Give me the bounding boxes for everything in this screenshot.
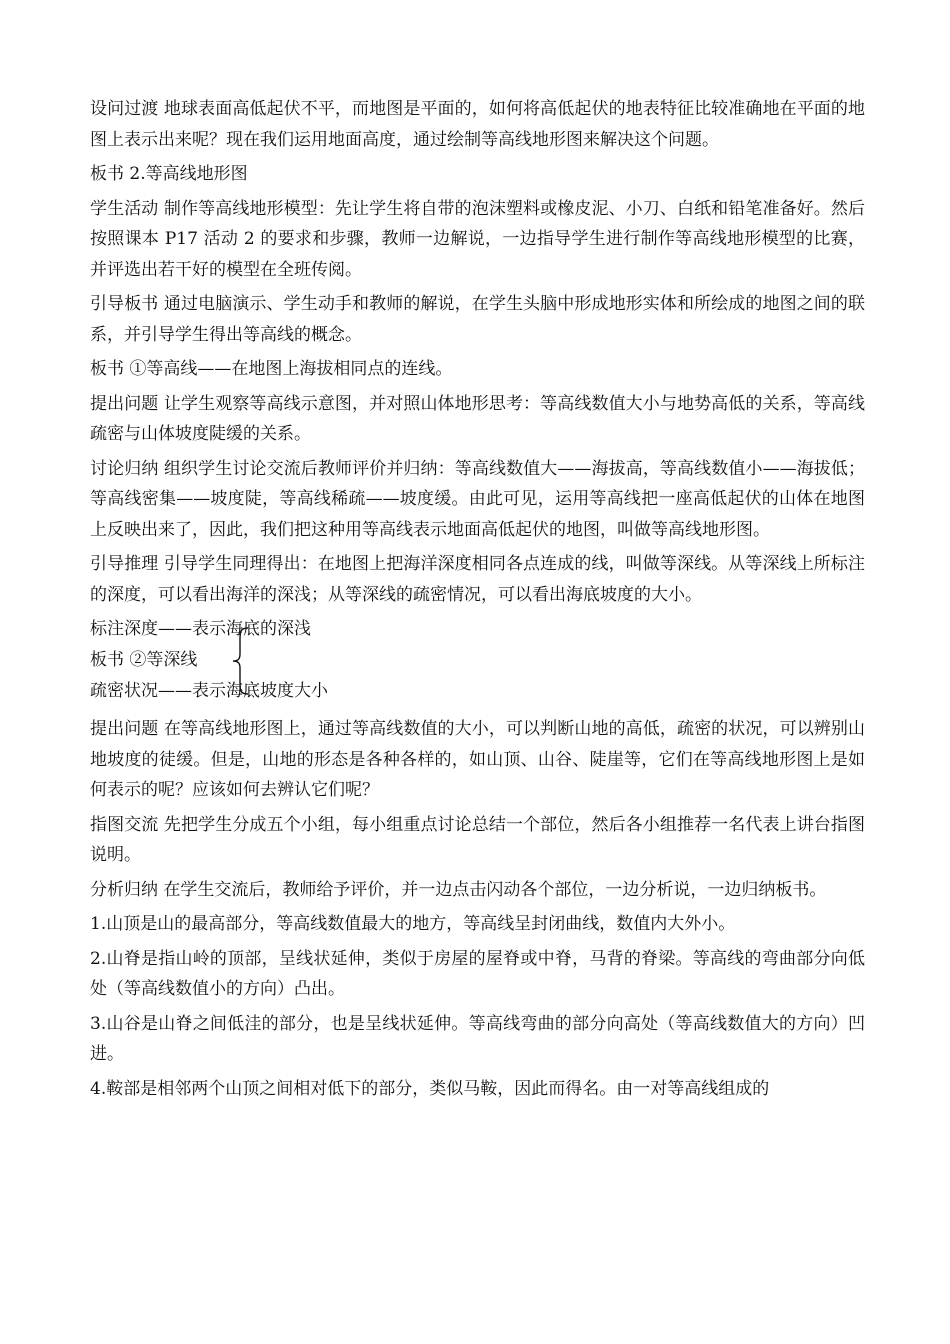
isobath-brace-block [90,614,865,710]
paragraph-discussion-summary: 讨论归纳 组织学生讨论交流后教师评价并归纳：等高线数值大——海拔高，等高线数值小——海拔低；等高线密集——坡度陡，等高线稀疏——坡度缓。由此可见，运用等高线把一座高低起伏的山体在地图上反映出来了，因此，我们把这种用等高线表示地面高低起伏的地图，叫做等高线地形图。 [90,458,865,540]
list-item-summit: 1.山顶是山的最高部分，等高线数值最大的地方，等高线呈封闭曲线，数值内大外小。 [90,914,736,934]
paragraph-raise-question-landforms: 提出问题 在等高线地形图上，通过等高线数值的大小，可以判断山地的高低，疏密的状况，可以辨别山地坡度的徒缓。但是，山地的形态是各种各样的，如山顶、山谷、陡崖等，它们在等高线地形图上是如何表示的呢？应该如何去辨认它们呢？ [90,719,865,800]
paragraph-guided-board: 引导板书 通过电脑演示、学生动手和教师的解说，在学生头脑中形成地形实体和所绘成的地图之间的联系，并引导学生得出等高线的概念。 [90,294,865,345]
brace-top-line: 标注深度——表示海底的深浅 [90,619,311,639]
paragraph-guided-reasoning: 引导推理 引导学生同理得出：在地图上把海洋深度相同各点连成的线，叫做等深线。从等深线上所标注的深度，可以看出海洋的深浅；从等深线的疏密情况，可以看出海底坡度的大小。 [90,554,865,605]
paragraph-raise-question: 提出问题 让学生观察等高线示意图，并对照山体地形思考：等高线数值大小与地势高低的关系，等高线疏密与山体坡度陡缓的关系。 [90,393,865,444]
list-item-ridge: 2.山脊是指山岭的顶部，呈线状延伸，类似于房屋的屋脊或中脊，马背的脊梁。等高线的弯曲部分向低处（等高线数值小的方向）凸出。 [90,948,865,999]
list-item-saddle: 4.鞍部是相邻两个山顶之间相对低下的部分，类似马鞍，因此而得名。由一对等高线组成的 [90,1078,770,1099]
paragraph-student-activity: 学生活动 制作等高线地形模型：先让学生将自带的泡沫塑料或橡皮泥、小刀、白纸和铅笔准备好。然后按照课本 P17 活动 2 的要求和步骤，教师一边解说，一边指导学生进行制作等高线地形模型的比赛，并评选出若干好的模型在全班传阅。 [90,198,865,280]
paragraph-analysis-summary: 分析归纳 在学生交流后，教师给予评价，并一边点击闪动各个部位，一边分析说，一边归纳板书。 [90,879,827,900]
brace-bottom-line: 疏密状况——表示海底坡度大小 [90,681,328,701]
curly-brace-icon [230,626,252,696]
paragraph-map-exchange: 指图交流 先把学生分成五个小组，每小组重点讨论总结一个部位，然后各小组推荐一名代表上讲台指图说明。 [90,814,865,865]
list-item-valley: 3.山谷是山脊之间低洼的部分，也是呈线状延伸。等高线弯曲的部分向高处（等高线数值大的方向）凹进。 [90,1013,865,1064]
document-page [90,94,865,1108]
paragraph-board-contour-line: 板书 ①等高线——在地图上海拔相同点的连线。 [90,359,453,379]
paragraph-board-contour-map: 板书 2.等高线地形图 [90,164,248,184]
paragraph-transition-question: 设问过渡 地球表面高低起伏不平，而地图是平面的，如何将高低起伏的地表特征比较准确地在平面的地图上表示出来呢？现在我们运用地面高度，通过绘制等高线地形图来解决这个问题。 [90,99,865,150]
brace-middle-line: 板书 ②等深线 [90,650,198,670]
